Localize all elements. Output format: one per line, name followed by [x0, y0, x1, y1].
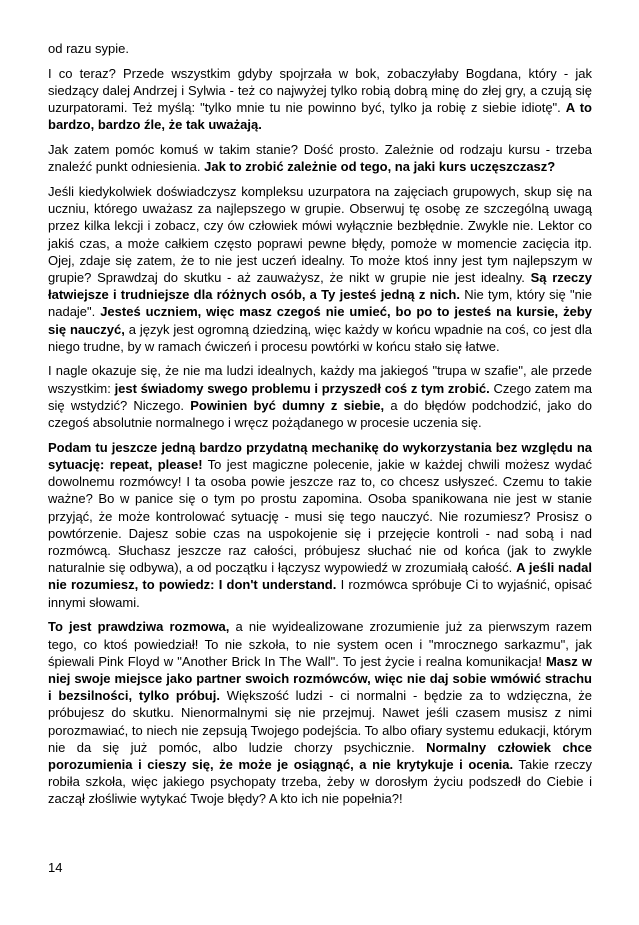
bold-text-run: Podam tu jeszcze jedną bardzo przydatną mechanikę do wykorzystania bez względu na sytuację: repeat, please! — [48, 439, 592, 472]
bold-text-run: Jesteś uczniem, więc masz czegoś nie umieć, bo po to jesteś na kursie, żeby się nauczyć, — [48, 304, 592, 337]
page-number: 14 — [48, 860, 63, 875]
bold-text-run: Jak to zrobić zależnie od tego, na jaki kurs uczęszczasz? — [204, 159, 556, 175]
text-run: To jest magiczne polecenie, jakie w każdej chwili możesz wydać dowolnemu rozmówcy! I ta osoba powie jeszcze raz to, co chcesz usłyszeć. Czemu to takie ważne? Bo w panice się o tym po prostu zapomina. Osoba spanikowana nie jest w stanie przyjąć, że może kontrolować sytuację - musi się tego nauczyć. Nie rozumiesz? Prosisz o powtórzenie. Dajesz sobie czas na uspokojenie się i przejęcie kontroli - nad sobą i nad rozmówcą. Słuchasz jeszcze raz całości, próbujesz słuchać nie od końca (jak to zwykle naturalnie się odbywa), a od początku i łączysz wypowiedź w zrozumiałą całość. — [48, 456, 592, 576]
bold-text-run: Powinien być dumny z siebie, — [190, 397, 385, 413]
bold-text-run: To jest prawdziwa rozmowa, — [48, 619, 230, 635]
paragraph — [48, 183, 592, 355]
text-run: od razu sypie. — [48, 41, 129, 56]
bold-text-run: Są rzeczy łatwiejsze i trudniejsze dla różnych osób, a Ty jesteś jedną z nich. — [48, 269, 592, 303]
text-run: Takie rzeczy robiła szkoła, więc jakiego psychopaty trzeba, żeby w dorosłym życiu podszedł do Ciebie i zaczął złośliwie wytykać Twoje błędy? A kto ich nie popełnia?! — [48, 756, 592, 807]
text-run: a do błędów podchodzić, jako do czegoś absolutnie normalnego i wręcz pożądanego w procesie uczenia się. — [48, 397, 592, 431]
bold-text-run: jest świadomy swego problemu i przyszedł coś z tym zrobić. — [114, 380, 490, 396]
text-run: I rozmówca spróbuje Ci to wyjaśnić, opisać innymi słowami. — [48, 577, 593, 610]
text-run: Większość ludzi - ci normalni - będzie za to wdzięczna, że próbujesz do skutku. Nienormalnymi się nie przejmuj. Nawet jeśli czasem musisz z nimi porozmawiać, to niech nie zepsują Twojego podejścia. To albo ofiary systemu edukacji, którym nie da się już pomóc, albo ludzie chorzy psychicznie. — [48, 688, 592, 755]
paragraph — [48, 618, 592, 807]
bold-text-run: A to bardzo, bardzo źle, że tak uważają. — [48, 100, 592, 133]
text-run: I nagle okazuje się, że nie ma ludzi idealnych, każdy ma jakiegoś "trupa w szafie", ale przede wszystkim: — [48, 363, 592, 396]
paragraph — [48, 439, 592, 611]
paragraph — [48, 141, 592, 175]
text-run: a język jest ogromną dziedziną, więc każdy w końcu wpadnie na coś, co jest dla niego trudne, by w ramach ćwiczeń i procesu powtórki w końcu stało się łatwe. — [48, 321, 592, 354]
text-run: a nie wyidealizowane zrozumienie już za pierwszym razem tego, co ktoś powiedział! To nie szkoła, to nie system ocen i "mrocznego sarkazmu", jak śpiewali Pink Floyd w "Another Brick In The Wall". To jest życie i realna komunikacja! — [48, 619, 593, 669]
bold-text-run: Normalny człowiek chce porozumienia i cieszy się, że może je osiągnąć, a nie krytykuje i ocenia. — [48, 739, 593, 772]
text-run: I co teraz? Przede wszystkim gdyby spojrzała w bok, zobaczyłaby Bogdana, który - jak siedzący dalej Andrzej i Sylwia - też co najwyżej tylko robią dobrą minę do złej gry, a czują się uzurpatorami. Też myślą: "tylko mnie tu nie powinno być, tylko ja robię z siebie idiotę". — [48, 65, 592, 116]
text-run: Jeśli kiedykolwiek doświadczysz kompleksu uzurpatora na zajęciach grupowych, skup się na uczniu, którego uważasz za najlepszego w grupie. Obserwuj tę osobę ze szczególną uwagą przez kilka lekcji i zobacz, czy ów człowiek mówi wyłącznie bezbłędnie. Zwykle nie. Lektor co jakiś czas, a może całkiem często poprawi pewne błędy, pomoże w momencie zacięcia itp. Ojej, zdaje się zatem, że to nie jest uczeń idealny. To może ktoś inny jest tym najlepszym w grupie? Sprawdzaj do skutku - aż zauważysz, że nikt w grupie nie jest idealny. — [48, 183, 592, 285]
text-run: Czego zatem ma się wstydzić? Niczego. — [48, 380, 592, 413]
bold-text-run: A jeśli nadal nie rozumiesz, to powiedz: I don't understand. — [48, 560, 592, 593]
bold-text-run: Masz w niej swoje miejsce jako partner swoich rozmówców, więc nie daj sobie wmówić strachu i bezsilności, tylko próbuj. — [48, 653, 592, 704]
paragraph — [48, 40, 592, 57]
paragraph — [48, 362, 592, 431]
text-run: Jak zatem pomóc komuś w takim stanie? Dość prosto. Zależnie od rodzaju kursu - trzeba znaleźć punkt odniesienia. — [48, 142, 592, 175]
text-run: Nie tym, który się "nie nadaje". — [48, 287, 592, 320]
page-text — [48, 40, 592, 815]
paragraph — [48, 65, 592, 134]
